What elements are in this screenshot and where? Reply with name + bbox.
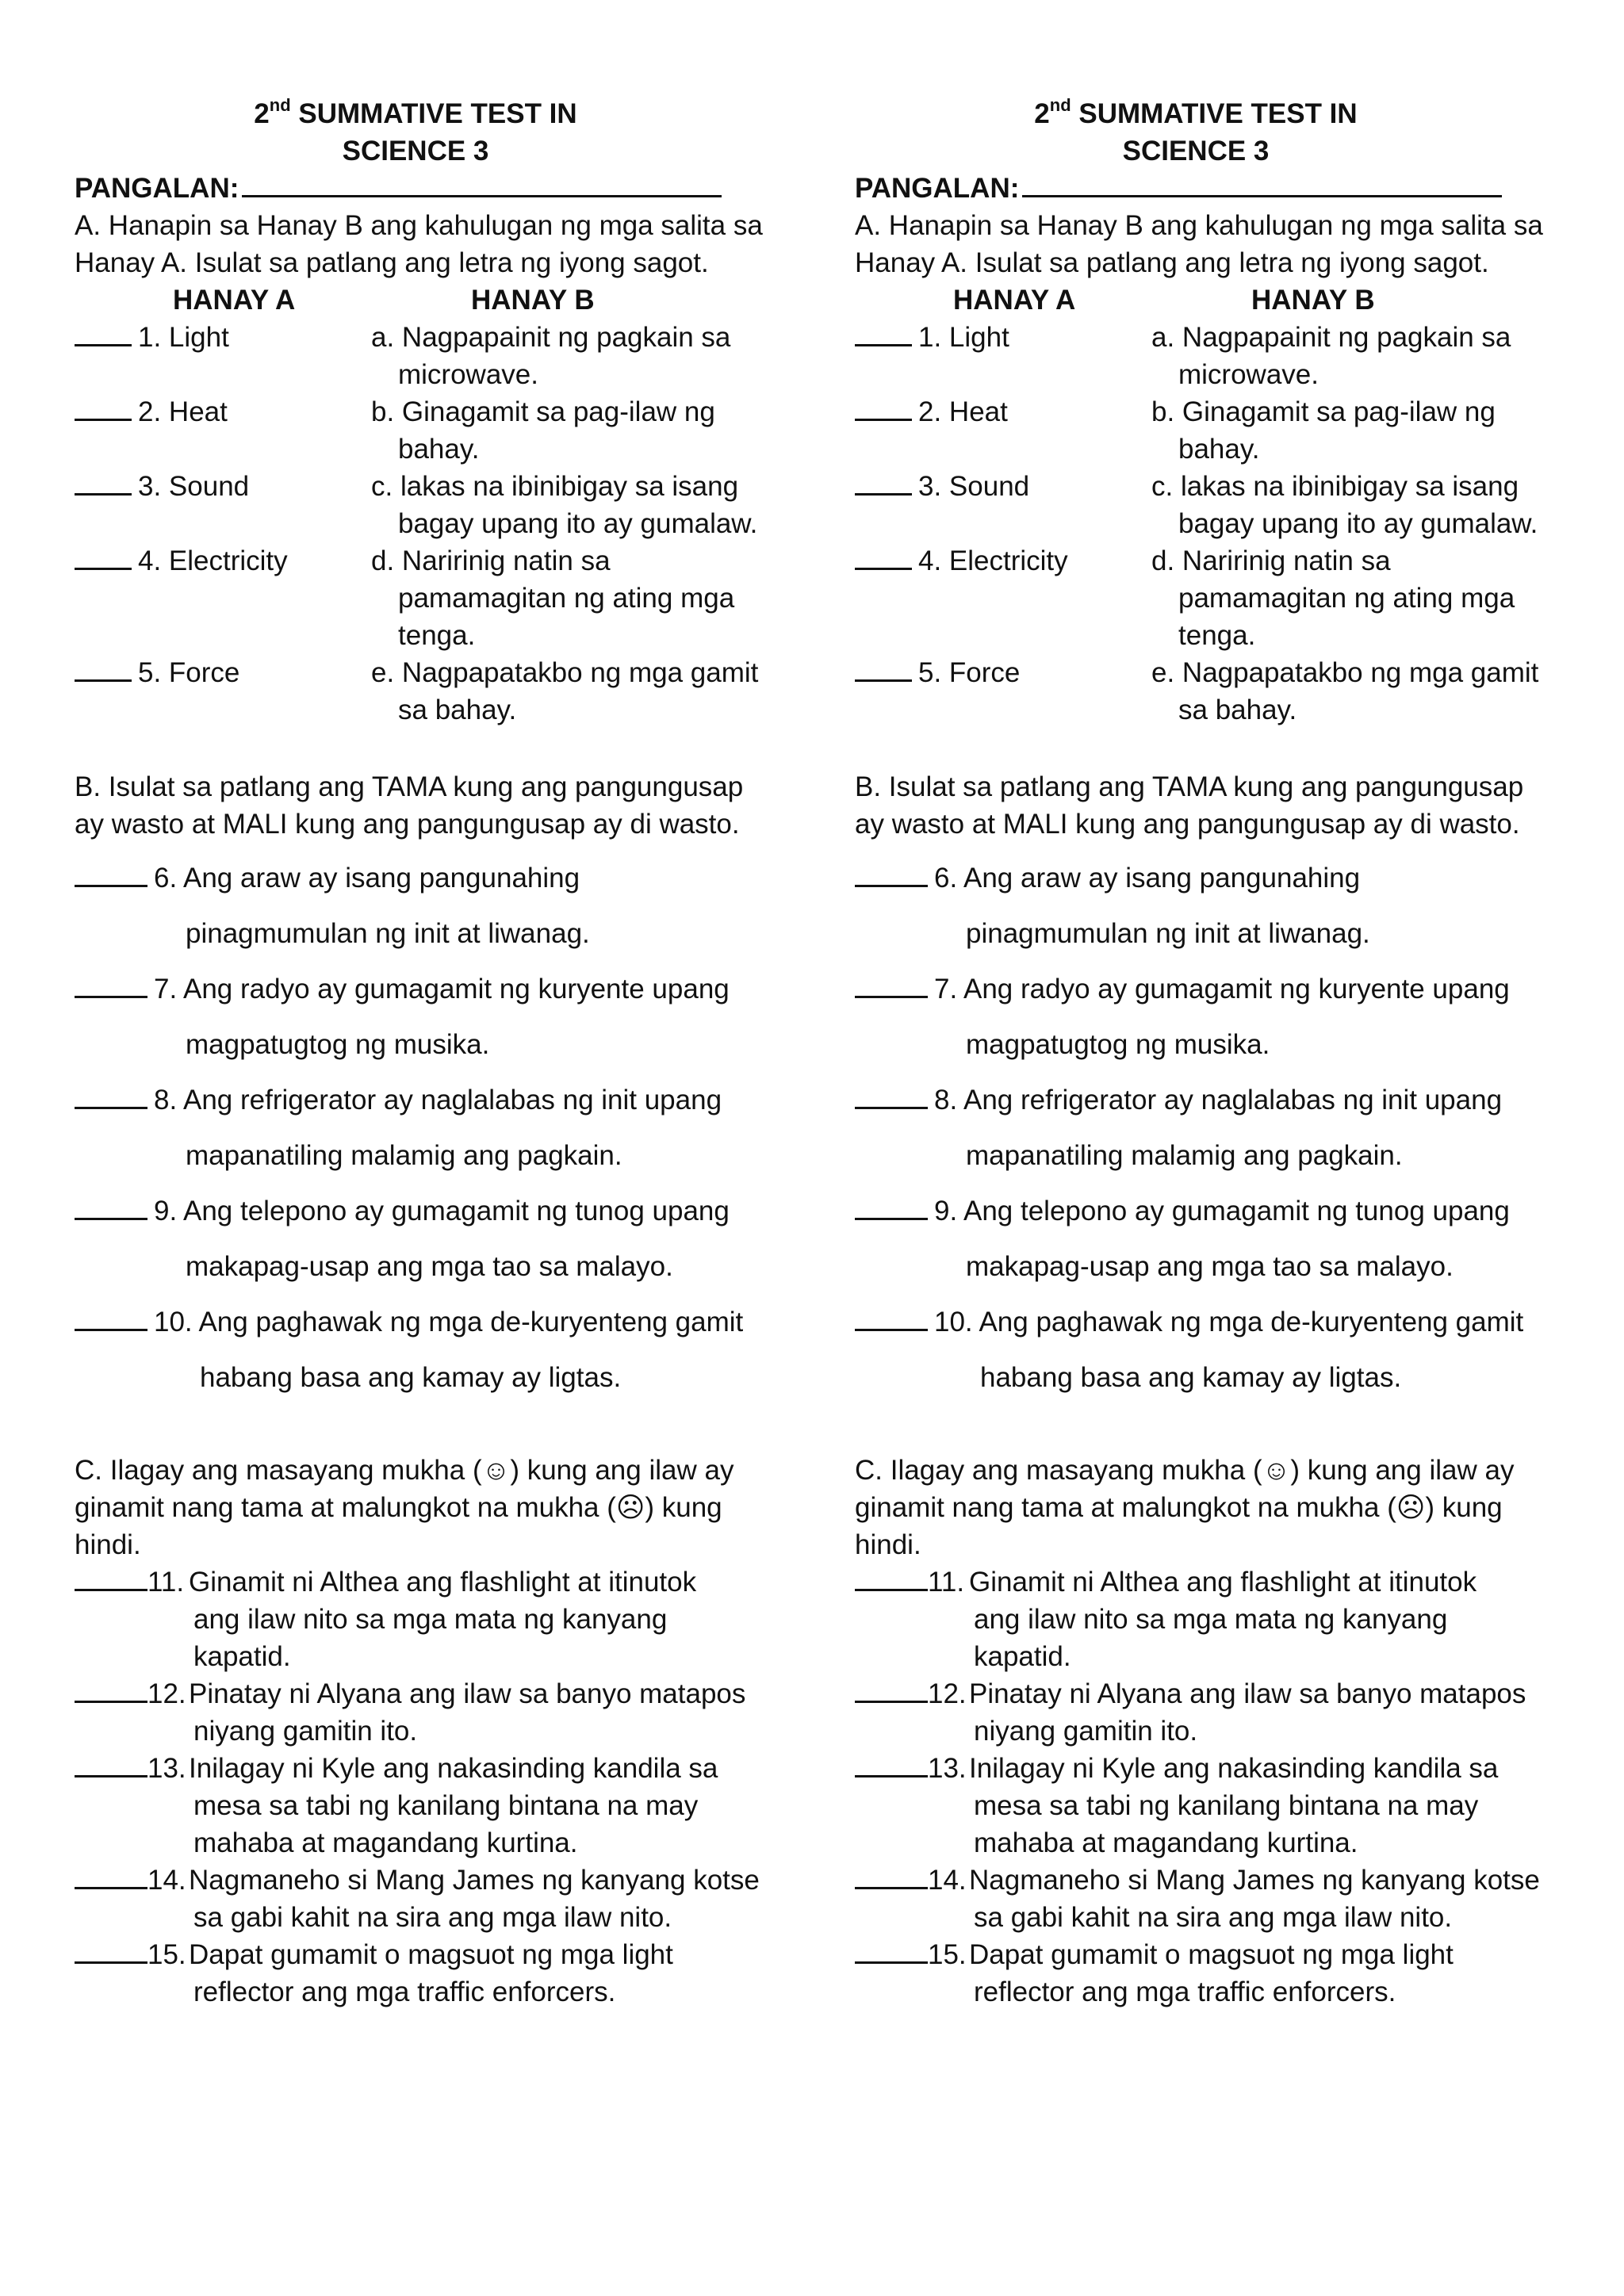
part-b-instruction: B. Isulat sa patlang ang TAMA kung ang pangungusap ay wasto at MALI kung ang pangungusap ay di wasto. (75, 771, 744, 840)
name-label: PANGALAN: (855, 173, 1020, 204)
tf-line (75, 1295, 764, 1350)
face-item-text: Dapat gumamit o magsuot ng mga light (189, 1939, 673, 1970)
face-item (75, 1750, 764, 1862)
answer-blank[interactable] (855, 395, 912, 421)
face-item (855, 1750, 1545, 1862)
face-item-number (855, 1936, 967, 1973)
item-number: 12. (147, 1678, 186, 1709)
hanay-a-item (75, 468, 249, 505)
face-item-number (75, 1563, 184, 1601)
item-number: 13. (928, 1753, 967, 1784)
face-item-text: Nagmaneho si Mang James ng kanyang kotse (969, 1865, 1540, 1896)
test-copy-right (855, 95, 1545, 2011)
term-label: 4. Electricity (918, 545, 1068, 576)
part-c-instruction: C. Ilagay ang masayang mukha (☺) kung ang ilaw ay ginamit nang tama at malungkot na mukha (☹) kung hindi. (855, 1455, 1515, 1560)
part-c-items (855, 1563, 1545, 2011)
face-item-text: niyang gamitin ito. (193, 1716, 418, 1747)
answer-blank[interactable] (855, 469, 912, 496)
item-number: 14. (928, 1865, 967, 1896)
item-number: 12. (928, 1678, 967, 1709)
item-number: 11. (928, 1567, 965, 1598)
answer-blank[interactable] (855, 1565, 928, 1591)
face-item (855, 1936, 1545, 2011)
tf-line (855, 1184, 1545, 1239)
term-label: 3. Sound (918, 471, 1030, 502)
answer-blank[interactable] (75, 1083, 147, 1109)
hanay-a-item (855, 654, 1020, 691)
tf-item (855, 851, 1545, 962)
face-item (75, 1936, 764, 2011)
face-item-number (75, 1936, 186, 1973)
tf-item (855, 1073, 1545, 1184)
tf-text-continued: makapag-usap ang mga tao sa malayo. (966, 1251, 1454, 1282)
matching-row (75, 468, 764, 542)
tf-line (855, 962, 1545, 1017)
answer-blank[interactable] (855, 320, 912, 346)
face-item-text: mahaba at magandang kurtina. (974, 1827, 1358, 1858)
face-item-text: Pinatay ni Alyana ang ilaw sa banyo matapos (969, 1678, 1526, 1709)
hanay-a-item (75, 654, 239, 691)
name-blank[interactable] (1022, 171, 1502, 197)
answer-blank[interactable] (75, 544, 132, 570)
test-title: 2nd SUMMATIVE TEST IN (1034, 95, 1358, 129)
tf-text: 10. Ang paghawak ng mga de-kuryenteng gamit (154, 1307, 744, 1337)
answer-blank[interactable] (75, 1863, 147, 1889)
face-item-text: reflector ang mga traffic enforcers. (193, 1976, 616, 2007)
answer-blank[interactable] (855, 656, 912, 682)
term-label: 1. Light (138, 322, 229, 353)
tf-text: 7. Ang radyo ay gumagamit ng kuryente upang (154, 974, 730, 1004)
tf-item (75, 851, 764, 962)
face-item-text: Ginamit ni Althea ang flashlight at itinutok (969, 1567, 1477, 1598)
face-item-text: ang ilaw nito sa mga mata ng kanyang (193, 1604, 668, 1635)
tf-line (75, 1073, 764, 1128)
term-label: 3. Sound (138, 471, 250, 502)
face-item-text: mesa sa tabi ng kanilang bintana na may (974, 1790, 1479, 1821)
term-label: 5. Force (918, 657, 1021, 688)
face-item-number (855, 1675, 967, 1712)
answer-blank[interactable] (75, 972, 147, 998)
face-item-number (855, 1563, 964, 1601)
face-item-number (75, 1675, 186, 1712)
face-item-number (75, 1862, 186, 1899)
answer-blank[interactable] (855, 1083, 928, 1109)
hanay-b-definition: a. Nagpapainit ng pagkain sa microwave. (371, 322, 731, 390)
tf-text: 7. Ang radyo ay gumagamit ng kuryente upang (934, 974, 1510, 1004)
face-item-number (75, 1750, 186, 1787)
answer-blank[interactable] (855, 861, 928, 887)
tf-text-continued: makapag-usap ang mga tao sa malayo. (186, 1251, 673, 1282)
term-label: 2. Heat (138, 396, 228, 427)
part-a-instruction: A. Hanapin sa Hanay B ang kahulugan ng mga salita sa Hanay A. Isulat sa patlang ang letra ng iyong sagot. (855, 210, 1543, 278)
hanay-b-definition: d. Naririnig natin sa pamamagitan ng ating mga tenga. (371, 545, 735, 651)
tf-item (855, 1184, 1545, 1295)
hanay-a-item (855, 468, 1029, 505)
answer-blank[interactable] (75, 320, 132, 346)
tf-text: 6. Ang araw ay isang pangunahing (154, 863, 580, 894)
term-label: 5. Force (138, 657, 240, 688)
tf-item (75, 962, 764, 1073)
part-b-items (855, 851, 1545, 1406)
answer-blank[interactable] (75, 1751, 147, 1777)
test-title: 2nd SUMMATIVE TEST IN (254, 95, 577, 129)
tf-line (855, 1073, 1545, 1128)
matching-row (855, 468, 1545, 542)
hanay-headers (75, 281, 764, 319)
hanay-b-definition: c. lakas na ibinibigay sa isang bagay upang ito ay gumalaw. (1151, 471, 1538, 539)
hanay-a-item (75, 542, 288, 580)
test-subject: SCIENCE 3 (1122, 136, 1270, 166)
answer-blank[interactable] (75, 395, 132, 421)
answer-blank[interactable] (75, 656, 132, 682)
tf-line (75, 1184, 764, 1239)
answer-blank[interactable] (855, 1751, 928, 1777)
hanay-a-header: HANAY A (953, 285, 1076, 316)
matching-row (75, 393, 764, 468)
answer-blank[interactable] (855, 1194, 928, 1220)
hanay-b-definition: e. Nagpapatakbo ng mga gamit sa bahay. (371, 657, 759, 725)
part-a-instruction: A. Hanapin sa Hanay B ang kahulugan ng mga salita sa Hanay A. Isulat sa patlang ang letra ng iyong sagot. (75, 210, 763, 278)
face-item-text: Inilagay ni Kyle ang nakasinding kandila sa (969, 1753, 1499, 1784)
name-field (75, 170, 764, 207)
test-subject: SCIENCE 3 (342, 136, 489, 166)
tf-item (75, 1295, 764, 1406)
tf-item (75, 1184, 764, 1295)
hanay-a-item (75, 319, 229, 356)
tf-text: 6. Ang araw ay isang pangunahing (934, 863, 1361, 894)
part-b-items (75, 851, 764, 1406)
hanay-b-definition: b. Ginagamit sa pag-ilaw ng bahay. (371, 396, 715, 465)
tf-item (855, 1295, 1545, 1406)
part-b-instruction: B. Isulat sa patlang ang TAMA kung ang pangungusap ay wasto at MALI kung ang pangungusap ay di wasto. (855, 771, 1524, 840)
hanay-a-item (855, 393, 1008, 430)
item-number: 13. (147, 1753, 186, 1784)
face-item-text: ang ilaw nito sa mga mata ng kanyang (974, 1604, 1448, 1635)
tf-line (75, 962, 764, 1017)
answer-blank[interactable] (75, 469, 132, 496)
matching-row (855, 319, 1545, 393)
matching-row (855, 542, 1545, 654)
part-a-items (75, 319, 764, 729)
tf-text: 8. Ang refrigerator ay naglalabas ng init upang (154, 1085, 722, 1115)
tf-line (855, 1295, 1545, 1350)
hanay-b-header: HANAY B (1251, 285, 1375, 316)
face-item-text: Pinatay ni Alyana ang ilaw sa banyo matapos (189, 1678, 746, 1709)
answer-blank[interactable] (75, 1305, 147, 1331)
tf-item (75, 1073, 764, 1184)
hanay-b-definition: c. lakas na ibinibigay sa isang bagay upang ito ay gumalaw. (371, 471, 758, 539)
face-item (75, 1862, 764, 1936)
answer-blank[interactable] (855, 544, 912, 570)
tf-text-continued: habang basa ang kamay ay ligtas. (980, 1362, 1402, 1393)
name-blank[interactable] (242, 171, 722, 197)
tf-text: 9. Ang telepono ay gumagamit ng tunog upang (154, 1196, 730, 1226)
item-number: 15. (147, 1939, 186, 1970)
name-field (855, 170, 1545, 207)
item-number: 14. (147, 1865, 186, 1896)
hanay-headers (855, 281, 1545, 319)
tf-line (855, 851, 1545, 906)
hanay-b-definition: a. Nagpapainit ng pagkain sa microwave. (1151, 322, 1511, 390)
face-item-text: mesa sa tabi ng kanilang bintana na may (193, 1790, 699, 1821)
tf-text-continued: magpatugtog ng musika. (186, 1029, 490, 1060)
tf-text-continued: mapanatiling malamig ang pagkain. (186, 1140, 622, 1171)
term-label: 2. Heat (918, 396, 1008, 427)
answer-blank[interactable] (855, 972, 928, 998)
part-c-items (75, 1563, 764, 2011)
face-item (855, 1675, 1545, 1750)
tf-text: 8. Ang refrigerator ay naglalabas ng init upang (934, 1085, 1503, 1115)
answer-blank[interactable] (75, 861, 147, 887)
answer-blank[interactable] (75, 1938, 147, 1964)
face-item-text: kapatid. (193, 1641, 291, 1672)
answer-blank[interactable] (75, 1565, 147, 1591)
tf-item (855, 962, 1545, 1073)
face-item (75, 1675, 764, 1750)
matching-row (855, 654, 1545, 729)
hanay-a-item (855, 319, 1009, 356)
face-item-text: Ginamit ni Althea ang flashlight at itinutok (189, 1567, 697, 1598)
matching-row (75, 319, 764, 393)
tf-text: 9. Ang telepono ay gumagamit ng tunog upang (934, 1196, 1510, 1226)
term-label: 1. Light (918, 322, 1009, 353)
hanay-b-definition: d. Naririnig natin sa pamamagitan ng ating mga tenga. (1151, 545, 1515, 651)
tf-text-continued: mapanatiling malamig ang pagkain. (966, 1140, 1403, 1171)
answer-blank[interactable] (855, 1305, 928, 1331)
matching-row (75, 542, 764, 654)
tf-text-continued: pinagmumulan ng init at liwanag. (966, 918, 1370, 949)
answer-blank[interactable] (75, 1194, 147, 1220)
hanay-a-item (75, 393, 228, 430)
face-item-number (855, 1750, 967, 1787)
face-item-text: sa gabi kahit na sira ang mga ilaw nito. (974, 1902, 1453, 1933)
face-item-text: mahaba at magandang kurtina. (193, 1827, 578, 1858)
answer-blank[interactable] (855, 1677, 928, 1703)
test-copy-left (75, 95, 764, 2011)
item-number: 11. (147, 1567, 185, 1598)
face-item-text: Inilagay ni Kyle ang nakasinding kandila sa (189, 1753, 718, 1784)
hanay-b-definition: e. Nagpapatakbo ng mga gamit sa bahay. (1151, 657, 1539, 725)
tf-text-continued: pinagmumulan ng init at liwanag. (186, 918, 590, 949)
face-item-text: niyang gamitin ito. (974, 1716, 1198, 1747)
face-item-text: Dapat gumamit o magsuot ng mga light (969, 1939, 1454, 1970)
answer-blank[interactable] (855, 1938, 928, 1964)
hanay-a-header: HANAY A (173, 285, 296, 316)
tf-text-continued: habang basa ang kamay ay ligtas. (200, 1362, 622, 1393)
face-item (75, 1563, 764, 1675)
face-item-number (855, 1862, 967, 1899)
hanay-a-item (855, 542, 1068, 580)
hanay-b-definition: b. Ginagamit sa pag-ilaw ng bahay. (1151, 396, 1496, 465)
item-number: 15. (928, 1939, 967, 1970)
matching-row (855, 393, 1545, 468)
answer-blank[interactable] (855, 1863, 928, 1889)
face-item-text: sa gabi kahit na sira ang mga ilaw nito. (193, 1902, 672, 1933)
face-item-text: reflector ang mga traffic enforcers. (974, 1976, 1396, 2007)
tf-line (75, 851, 764, 906)
tf-text: 10. Ang paghawak ng mga de-kuryenteng gamit (934, 1307, 1524, 1337)
tf-text-continued: magpatugtog ng musika. (966, 1029, 1270, 1060)
part-a-items (855, 319, 1545, 729)
face-item (855, 1563, 1545, 1675)
term-label: 4. Electricity (138, 545, 288, 576)
answer-blank[interactable] (75, 1677, 147, 1703)
name-label: PANGALAN: (75, 173, 239, 204)
face-item-text: kapatid. (974, 1641, 1071, 1672)
part-c-instruction: C. Ilagay ang masayang mukha (☺) kung ang ilaw ay ginamit nang tama at malungkot na mukha (☹) kung hindi. (75, 1455, 734, 1560)
face-item (855, 1862, 1545, 1936)
hanay-b-header: HANAY B (471, 285, 595, 316)
matching-row (75, 654, 764, 729)
face-item-text: Nagmaneho si Mang James ng kanyang kotse (189, 1865, 760, 1896)
